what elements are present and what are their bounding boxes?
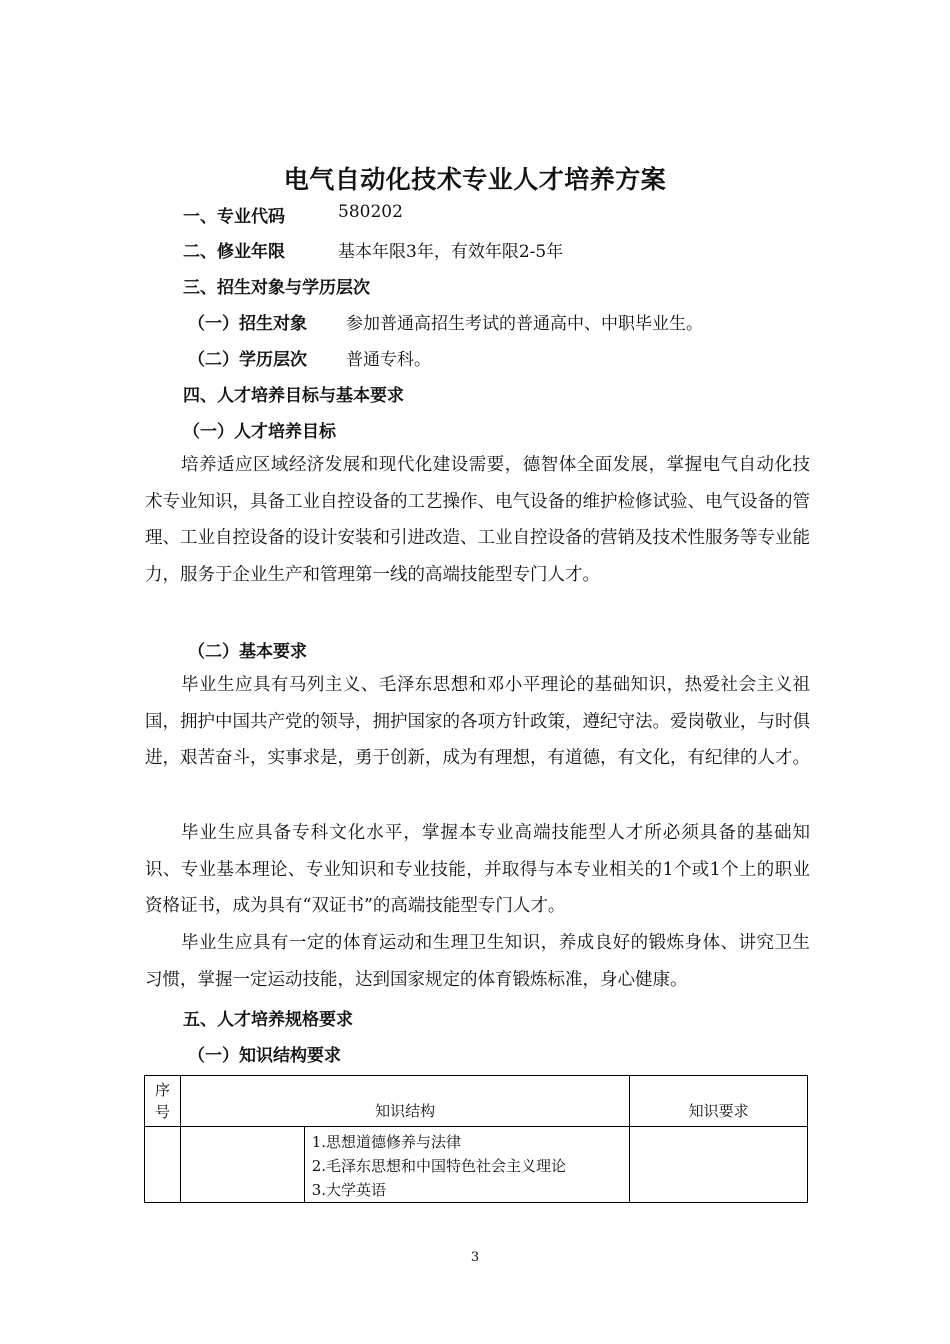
document-title: 电气自动化技术专业人才培养方案 (283, 165, 667, 194)
page-number: 3 (470, 1250, 480, 1265)
table-row (145, 1127, 808, 1203)
table-cell-category (180, 1127, 304, 1203)
list-item: 3.大学英语 (311, 1181, 387, 1199)
table-header-structure: 知识结构 (180, 1076, 629, 1127)
section-3a (188, 309, 703, 334)
section-4b-heading: （二）基本要求 (188, 642, 307, 662)
table-cell-requirement (630, 1127, 808, 1203)
knowledge-structure-table (144, 1075, 808, 1203)
table-header-row (145, 1076, 808, 1127)
section-1-value: 580202 (338, 202, 403, 222)
section-2-value: 基本年限3年，有效年限2-5年 (338, 242, 564, 262)
section-4-heading: 四、人才培养目标与基本要求 (183, 386, 404, 406)
table-cell-items (304, 1127, 630, 1203)
list-item: 1.思想道德修养与法律 (311, 1133, 462, 1151)
section-5a-heading: （一）知识结构要求 (188, 1046, 341, 1066)
section-3a-value: 参加普通高招生考试的普通高中、中职毕业生。 (346, 314, 703, 334)
section-2 (183, 237, 564, 262)
paragraph-basic-requirement-3: 毕业生应具有一定的体育运动和生理卫生知识，养成良好的锻炼身体、讲究卫生习惯，掌握一定运动技能，达到国家规定的体育锻炼标准，身心健康。 (145, 933, 810, 990)
list-item: 2.毛泽东思想和中国特色社会主义理论 (311, 1157, 567, 1175)
table-cell-seq (145, 1127, 181, 1203)
table-header-seq: 序号 (145, 1076, 181, 1127)
paragraph-basic-requirement-2: 毕业生应具备专科文化水平，掌握本专业高端技能型人才所必须具备的基础知识、专业基本理论、专业知识和专业技能，并取得与本专业相关的1个或1个上的职业资格证书，成为具有“双证书”的高端技能型专门人才。 (145, 823, 810, 916)
section-3-heading: 三、招生对象与学历层次 (183, 278, 370, 298)
paragraph-basic-requirement-1: 毕业生应具有马列主义、毛泽东思想和邓小平理论的基础知识，热爱社会主义祖国，拥护中国共产党的领导，拥护国家的各项方针政策，遵纪守法。爱岗敬业，与时俱进，艰苦奋斗，实事求是，勇于创新，成为有理想，有道德，有文化，有纪律的人才。 (145, 675, 810, 768)
section-3a-label: （一）招生对象 (188, 314, 307, 334)
section-1-label: 一、专业代码 (183, 207, 285, 227)
section-3b (188, 345, 431, 370)
section-4a-heading: （一）人才培养目标 (183, 422, 336, 442)
section-2-label: 二、修业年限 (183, 242, 285, 262)
table-header-requirement: 知识要求 (630, 1076, 808, 1127)
paragraph-training-goal: 培养适应区域经济发展和现代化建设需要，德智体全面发展，掌握电气自动化技术专业知识，具备工业自控设备的工艺操作、电气设备的维护检修试验、电气设备的管理、工业自控设备的设计安装和引进改造、工业自控设备的营销及技术性服务等专业能力，服务于企业生产和管理第一线的高端技能型专门人才。 (145, 455, 810, 585)
section-3b-value: 普通专科。 (346, 350, 431, 370)
section-3b-label: （二）学历层次 (188, 350, 307, 370)
section-5-heading: 五、人才培养规格要求 (183, 1010, 353, 1030)
section-1 (183, 202, 403, 227)
